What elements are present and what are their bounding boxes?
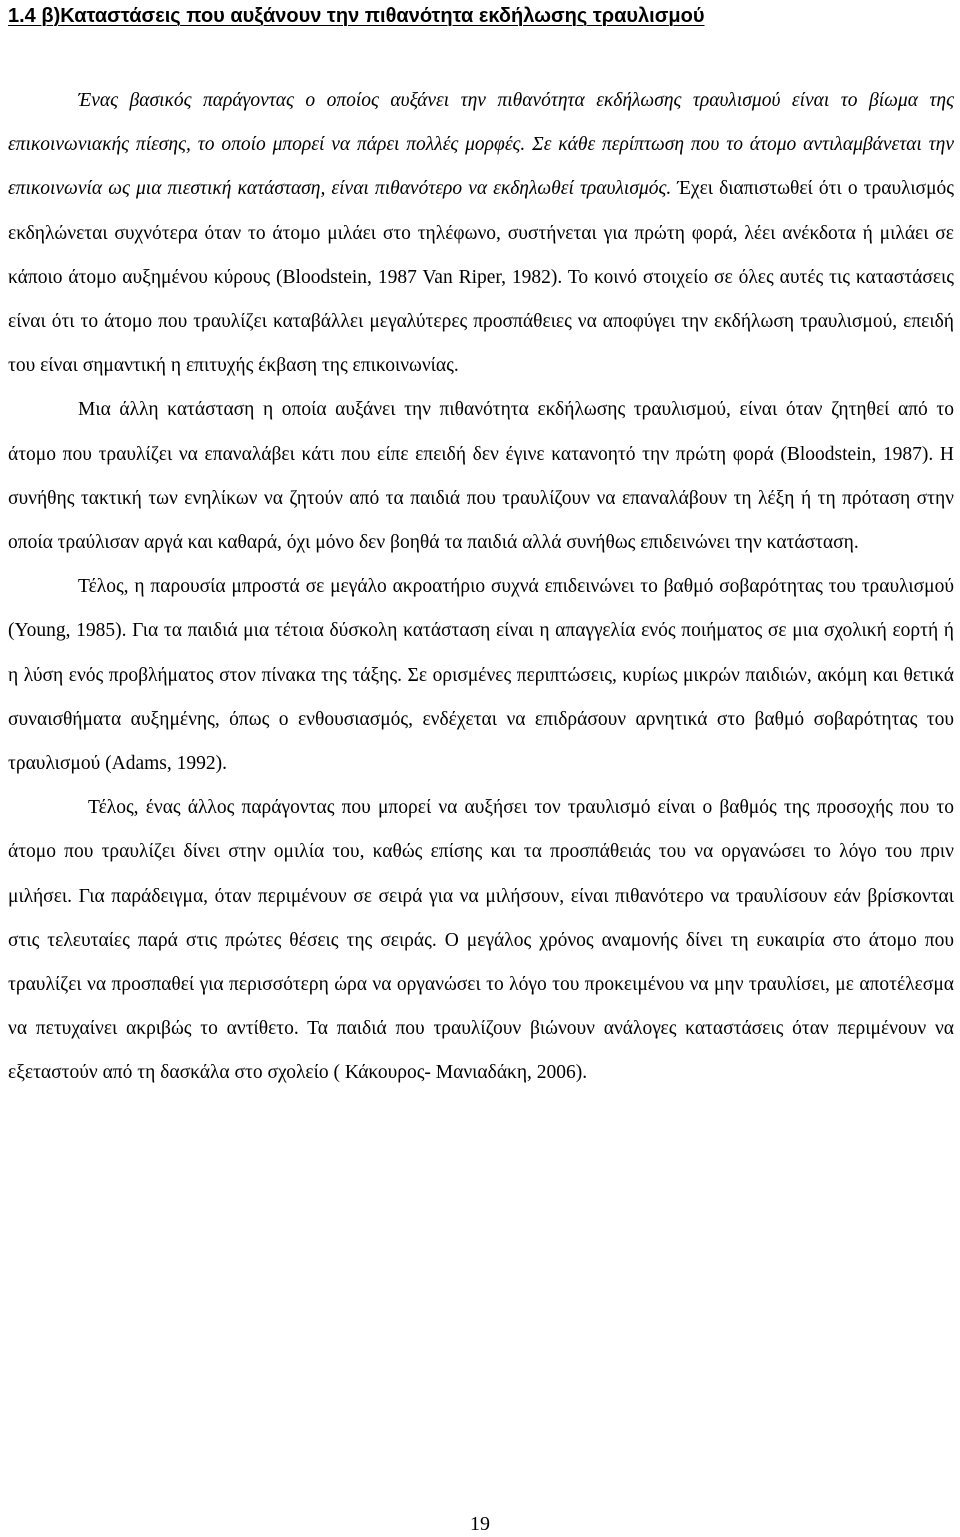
paragraph-2: Μια άλλη κατάσταση η οποία αυξάνει την πιθανότητα εκδήλωσης τραυλισμού, είναι όταν ζητηθεί από το άτομο που τραυλίζει να επαναλάβει κάτι που είπε επειδή δεν έγινε κατανοητό την πρώτη φορά (Bloodstein, 1987). Η συνήθης τακτική των ενηλίκων να ζητούν από τα παιδιά που τραυλίζουν να επαναλάβουν τη λέξη ή τη πρόταση στην οποία τραύλισαν αργά και καθαρά, όχι μόνο δεν βοηθά τα παιδιά αλλά συνήθως επιδεινώνει την κατάσταση. <box>8 399 954 554</box>
section-heading: 1.4 β)Καταστάσεις που αυξάνουν την πιθανότητα εκδήλωσης τραυλισμού <box>8 5 705 27</box>
paragraph-4: Τέλος, ένας άλλος παράγοντας που μπορεί να αυξήσει τον τραυλισμό είναι ο βαθμός της προσοχής που το άτομο που τραυλίζει δίνει στην ομιλία του, καθώς επίσης και τα προσπάθειάς του να οργανώσει το λόγο του πριν μιλήσει. Για παράδειγμα, όταν περιμένουν σε σειρά για να μιλήσουν, είναι πιθανότερο να τραυλίσουν εάν βρίσκονται στις τελευταίες παρά στις πρώτες θέσεις της σειράς. Ο μεγάλος χρόνος αναμονής δίνει τη ευκαιρία στο άτομο που τραυλίζει να προσπαθεί για περισσότερη ώρα να οργανώσει το λόγο του προκειμένου να μην τραυλίσει, με αποτέλεσμα να πετυχαίνει ακριβώς το αντίθετο. Τα παιδιά που τραυλίζουν βιώνουν ανάλογες καταστάσεις όταν περιμένουν να εξεταστούν από τη δασκάλα στο σχολείο ( Κάκουρος- Μανιαδάκη, 2006). <box>8 797 954 1084</box>
paragraph-1-lede: Ένας βασικός παράγοντας ο οποίος αυξάνει την πιθανότητα εκδήλωσης τραυλισμού είναι το βίωμα της επικοινωνιακής πίεσης, το οποίο μπορεί να πάρει πολλές μορφές. Σε κάθε περίπτωση που το άτομο αντιλαμβάνεται την επικοινωνία ως μια πιεστική κατάσταση, είναι πιθανότερο να εκδηλωθεί τραυλισμός. <box>8 90 954 200</box>
paragraph-1-text: Έχει διαπιστωθεί ότι ο τραυλισμός εκδηλώνεται συχνότερα όταν το άτομο μιλάει στο τηλέφωνο, συστήνεται για πρώτη φορά, λέει ανέκδοτα ή μιλάει σε κάποιο άτομο αυξημένου κύρους (Bloodstein, 1987 Van Riper, 1982). Το κοινό στοιχείο σε όλες αυτές τις καταστάσεις είναι ότι το άτομο που τραυλίζει καταβάλλει μεγαλύτερες προσπάθειες να αποφύγει την εκδήλωση τραυλισμού, επειδή του είναι σημαντική η επιτυχής έκβαση της επικοινωνίας. <box>8 178 954 377</box>
body-text <box>8 79 954 1096</box>
paragraph-1 <box>8 79 954 388</box>
paragraph-3: Τέλος, η παρουσία μπροστά σε μεγάλο ακροατήριο συχνά επιδεινώνει το βαθμό σοβαρότητας του τραυλισμού (Young, 1985). Για τα παιδιά μια τέτοια δύσκολη κατάσταση είναι η απαγγελία ενός ποιήματος σε μια σχολική εορτή ή η λύση ενός προβλήματος στον πίνακα της τάξης. Σε ορισμένες περιπτώσεις, κυρίως μικρών παιδιών, ακόμη και θετικά συναισθήματα αυξημένης, όπως ο ενθουσιασμός, ενδέχεται να επιδράσουν αρνητικά στο βαθμό σοβαρότητας του τραυλισμού (Adams, 1992). <box>8 576 954 775</box>
page-number: 19 <box>470 1513 490 1535</box>
